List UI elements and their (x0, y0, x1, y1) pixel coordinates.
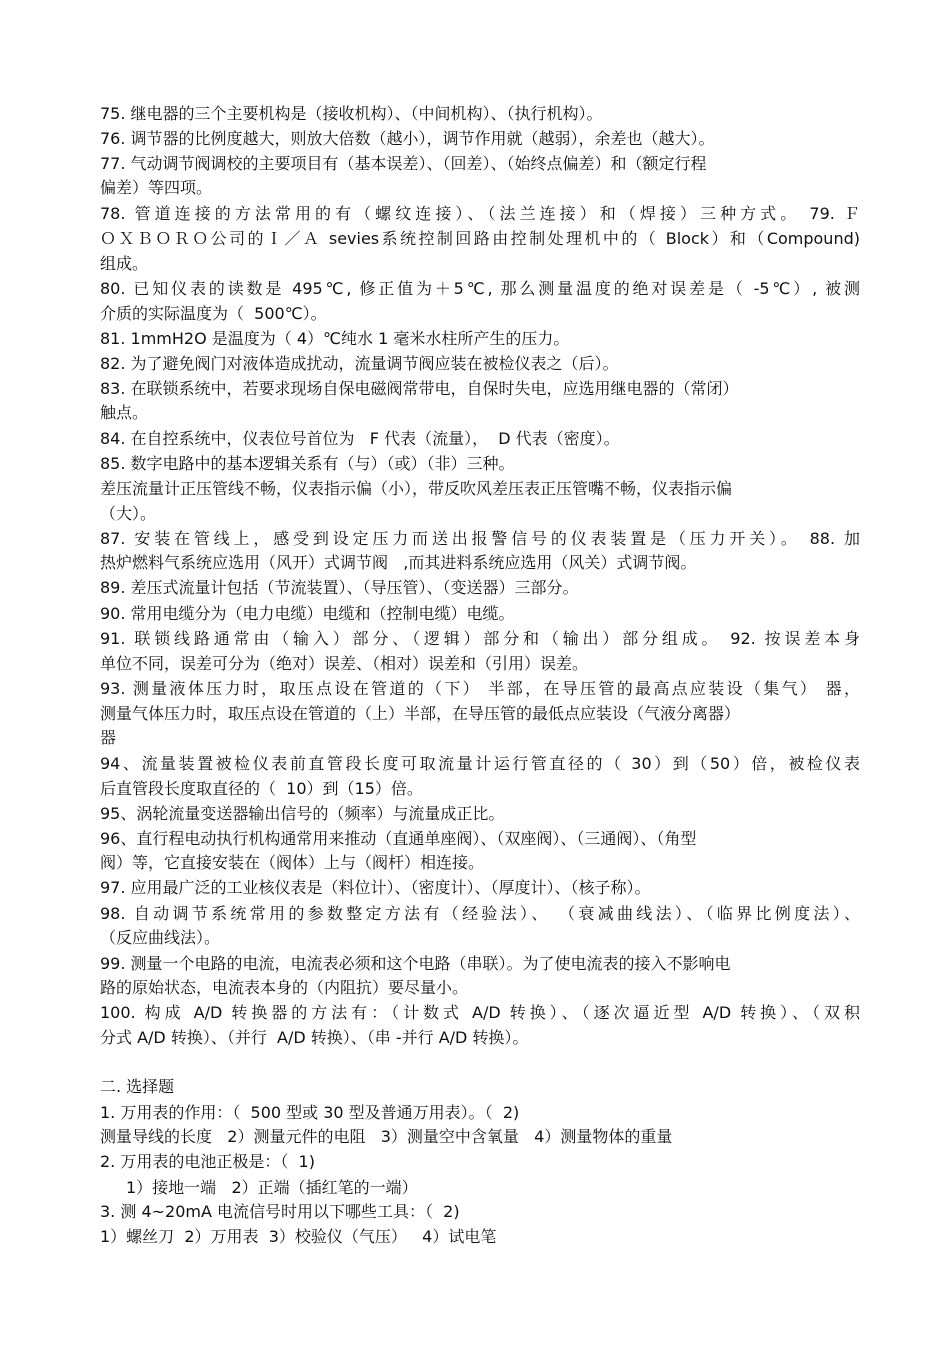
text-line: 差压流量计正压管线不畅，仪表指示偏（小），带反吹风差压表正压管嘴不畅，仪表指示偏 (100, 479, 733, 498)
text-line: 3. 测 4~20mA 电流信号时用以下哪些工具：（ 2) (100, 1202, 460, 1221)
text-line: 1. 万用表的作用：（ 500 型或 30 型及普通万用表）。（ 2) (100, 1103, 520, 1122)
text-line: 95、涡轮流量变送器输出信号的（频率）与流量成正比。 (100, 804, 505, 823)
text-line: 1）接地一端 2）正端（插红笔的一端） (126, 1178, 418, 1197)
text-line: 76. 调节器的比例度越大，则放大倍数（越小），调节作用就（越弱），余差也（越大）。 (100, 129, 715, 148)
text-line: 90. 常用电缆分为（电力电缆）电缆和（控制电缆）电缆。 (100, 604, 515, 623)
text-line: 97. 应用最广泛的工业核仪表是（料位计）、（密度计）、（厚度计）、（核子称）。 (100, 878, 651, 897)
text-line: 84. 在自控系统中，仪表位号首位为 F 代表（流量）， D 代表（密度）。 (100, 429, 620, 448)
section-heading: 二. 选择题 (100, 1077, 175, 1096)
text-line: 热炉燃料气系统应选用（风开）式调节阀 ,而其进料系统应选用（风关）式调节阀。 (100, 553, 697, 572)
text-line: ＯＸＢＯＲＯ公司的Ｉ／Ａ sevies系统控制回路由控制处理机中的（ Block）和（Compound) (100, 229, 860, 248)
text-line: 组成。 (100, 254, 149, 273)
text-line: 75. 继电器的三个主要机构是（接收机构）、（中间机构）、（执行机构）。 (100, 104, 603, 123)
text-line: 偏差）等四项。 (100, 178, 213, 197)
text-line: 80. 已知仪表的读数是 495℃, 修正值为＋5℃, 那么测量温度的绝对误差是（ -5℃）, 被测 (100, 279, 860, 298)
text-line: 测量气体压力时，取压点设在管道的（上）半部，在导压管的最低点应装设（气液分离器） (100, 704, 741, 723)
text-line: 器 (100, 728, 117, 747)
text-line: 98. 自动调节系统常用的参数整定方法有（经验法）、 （衰减曲线法）、（临界比例度法）、 (100, 904, 860, 923)
text-line: 100. 构成 A/D 转换器的方法有：（计数式 A/D 转换）、（逐次逼近型 A/D 转换）、（双积 (100, 1003, 860, 1022)
text-line: 阀）等，它直接安装在（阀体）上与（阀杆）相连接。 (100, 853, 485, 872)
text-line: 单位不同，误差可分为（绝对）误差、（相对）误差和（引用）误差。 (100, 654, 589, 673)
text-line: 介质的实际温度为（ 500℃）。 (100, 304, 327, 323)
text-line: 89. 差压式流量计包括（节流装置）、（导压管）、（变送器）三部分。 (100, 578, 579, 597)
text-line: 83. 在联锁系统中，若要求现场自保电磁阀常带电，自保时失电，应选用继电器的（常闭） (100, 379, 739, 398)
text-line: 触点。 (100, 403, 149, 422)
text-line: 94、流量装置被检仪表前直管段长度可取流量计运行管直径的（ 30）到（50）倍，被检仪表 (100, 754, 860, 773)
text-line: 分式 A/D 转换）、（并行 A/D 转换）、（串 -并行 A/D 转换）。 (100, 1028, 529, 1047)
text-line: 1）螺丝刀 2）万用表 3）校验仪（气压） 4）试电笔 (100, 1227, 497, 1246)
text-line: （反应曲线法）。 (100, 928, 221, 947)
text-line: 路的原始状态，电流表本身的（内阻抗）要尽量小。 (100, 978, 469, 997)
text-line: 91. 联锁线路通常由（输入）部分、（逻辑）部分和（输出）部分组成。 92. 按误差本身 (100, 629, 860, 648)
text-line: 78. 管道连接的方法常用的有（螺纹连接）、（法兰连接）和（焊接）三种方式。 79. Ｆ (100, 204, 860, 223)
text-line: 96、直行程电动执行机构通常用来推动（直通单座阀）、（双座阀）、（三通阀）、（角型 (100, 829, 697, 848)
text-line: （大）。 (100, 504, 157, 523)
text-line: 87. 安装在管线上，感受到设定压力而送出报警信号的仪表装置是（压力开关）。 88. 加 (100, 529, 860, 548)
text-line: 后直管段长度取直径的（ 10）到（15）倍。 (100, 779, 423, 798)
text-line: 77. 气动调节阀调校的主要项目有（基本误差）、（回差）、（始终点偏差）和（额定行程 (100, 154, 707, 173)
text-line: 2. 万用表的电池正极是：（ 1) (100, 1152, 315, 1171)
text-line: 测量导线的长度 2）测量元件的电阻 3）测量空中含氧量 4）测量物体的重量 (100, 1127, 673, 1146)
text-line: 85. 数字电路中的基本逻辑关系有（与）（或）（非）三种。 (100, 454, 515, 473)
text-line: 93. 测量液体压力时，取压点设在管道的（下） 半部，在导压管的最高点应装设（集气） 器， (100, 679, 860, 698)
text-line: 81. 1mmH2O 是温度为（ 4）℃纯水 1 毫米水柱所产生的压力。 (100, 329, 570, 348)
text-line: 99. 测量一个电路的电流，电流表必须和这个电路（串联）。为了使电流表的接入不影响电 (100, 954, 731, 973)
text-line: 82. 为了避免阀门对液体造成扰动，流量调节阀应装在被检仪表之（后）。 (100, 354, 619, 373)
